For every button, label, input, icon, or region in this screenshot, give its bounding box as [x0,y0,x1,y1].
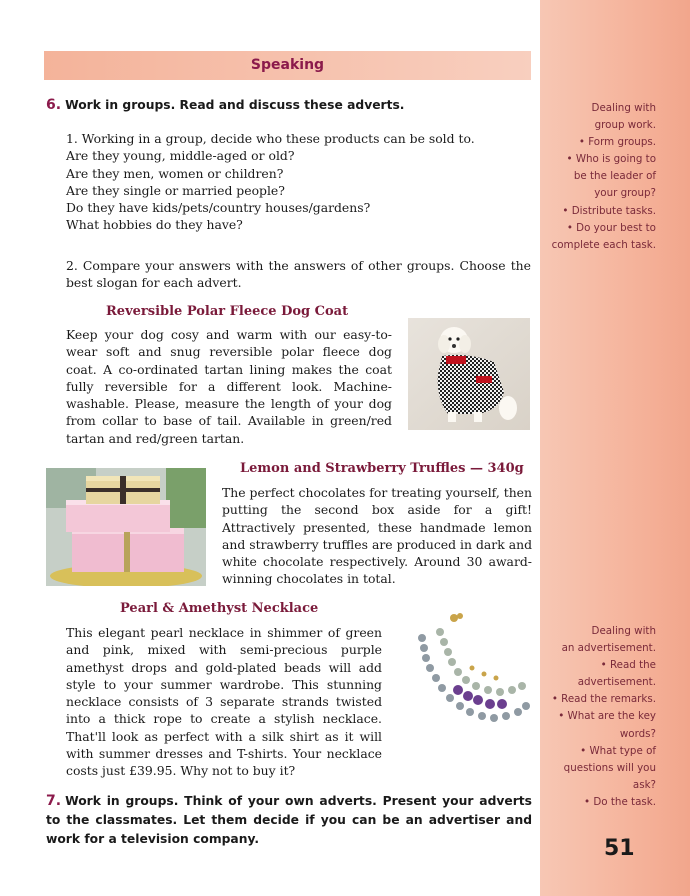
note-line: • What type of [580,744,656,757]
task-7-text: Work in groups. Think of your own adverts. Present your adverts to the classmates. Let them decide if you can be an advertiser and work for a television company. [46,794,532,846]
dog-coat-photo [408,318,530,430]
task-6-questions [66,130,536,234]
necklace-photo [410,608,534,738]
necklace-title: Pearl & Amethyst Necklace [120,601,319,616]
section-title: Speaking [250,57,325,73]
task-6-text: Work in groups. Read and discuss these adverts. [65,98,405,112]
note-line: • Read the remarks. [551,693,656,706]
note-line: Dealing with [591,102,656,114]
note-line: be the leader of [573,170,656,183]
task-6-instruction [46,96,536,115]
note-line: • Form groups. [578,136,656,149]
note-line: • Read the [600,659,656,672]
note-line: complete each task. [551,238,656,251]
note-line: questions will you [563,761,656,774]
truffles-title: Lemon and Strawberry Truffles — 340g [240,461,524,476]
note-line: • What are the key [558,710,656,723]
note-line: Dealing with [591,625,656,637]
side-note-group-work [546,100,656,254]
note-line: advertisement. [577,676,656,689]
question-line: Do they have kids/pets/country houses/gardens? [66,200,371,216]
note-line: an advertisement. [561,642,656,655]
task-6-number: 6. [46,97,62,113]
question-line: 1. Working in a group, decide who these products can be sold to. [66,131,475,146]
dog-coat-text: Keep your dog cosy and warm with our easy-to-wear soft and snug reversible polar fleece dog coat. A co-ordinated tartan lining makes the coat fully reversible for a different look. Machine-washable. Please, measure the length of your dog from collar to base of tail. Available in green/red tartan and red/green tartan. [66,327,392,446]
necklace-text: This elegant pearl necklace in shimmer of green and pink, mixed with semi-precious purple amethyst drops and gold-plated beads will add style to your summer wardrobe. This stunning necklace consists of 3 separate strands twisted into a thick rope to create a stylish necklace. That'll look as perfect with a silk shirt as it will with summer dresses and T-shirts. Your necklace costs just £39.95. Why not to buy it? [66,625,382,779]
note-line: • Do the task. [584,795,656,808]
note-line: words? [619,727,656,740]
note-line: ask? [632,778,656,791]
note-line: • Distribute tasks. [562,204,656,217]
task-7-instruction [46,792,532,849]
question-line: Are they single or married people? [66,182,285,198]
dog-icon [408,318,530,430]
task-6-compare: 2. Compare your answers with the answers of other groups. Choose the best slogan for each advert. [66,258,531,291]
note-line: • Who is going to [566,153,656,166]
truffles-text: The perfect chocolates for treating yourself, then putting the second box aside for a gift! Attractively presented, these handmade lemon and strawberry truffles are produced in dark and white chocolate respectively. Around 30 award-winning chocolates in total. [222,485,532,587]
question-line: Are they young, middle-aged or old? [66,148,295,164]
truffles-photo [46,468,206,586]
gift-boxes-icon [46,468,206,586]
side-note-advertisement [546,623,656,811]
note-line: • Do your best to [566,221,656,234]
note-line: group work. [594,119,656,132]
task-7-number: 7. [46,793,62,809]
question-line: Are they men, women or children? [66,165,284,181]
page-number: 51 [604,836,635,861]
necklace-icon [410,608,534,738]
dog-coat-title: Reversible Polar Fleece Dog Coat [106,304,349,319]
question-line: What hobbies do they have? [66,217,243,233]
note-line: your group? [594,187,656,200]
